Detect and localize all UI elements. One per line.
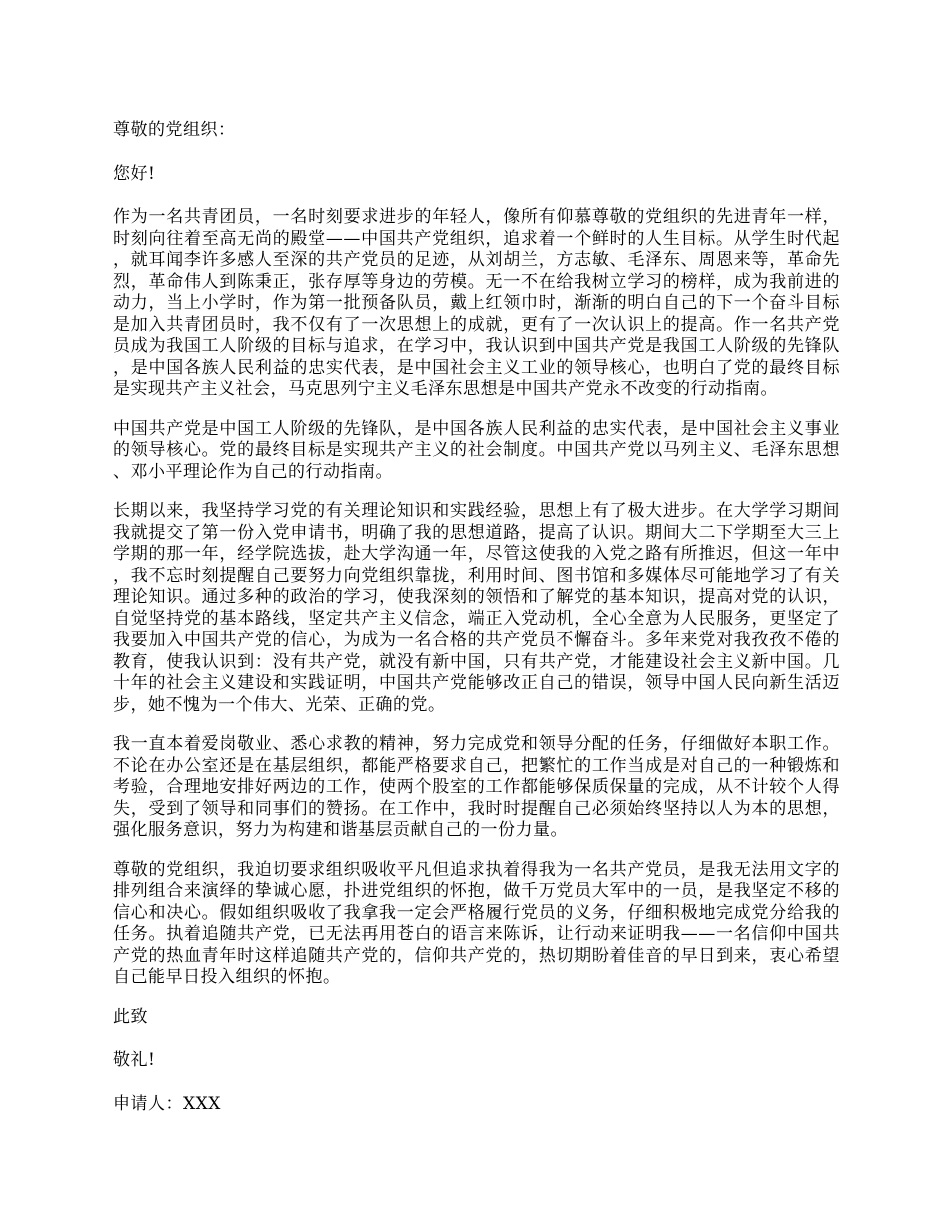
letter-body [113, 120, 840, 1137]
letter-paragraph: 我一直本着爱岗敬业、悉心求教的精神，努力完成党和领导分配的任务，仔细做好本职工作。不论在办公室还是在基层组织，都能严格要求自己，把繁忙的工作当成是对自己的一种锻炼和考验，合理地安排好两边的工作，使两个股室的工作都能够保质保量的完成，从不计较个人得失，受到了领导和同事们的赞扬。在工作中，我时时提醒自己必须始终坚持以人为本的思想，强化服务意识，努力为构建和谐基层贡献自己的一份力量。 [113, 734, 840, 840]
letter-paragraph: 中国共产党是中国工人阶级的先锋队，是中国各族人民利益的忠实代表，是中国社会主义事业的领导核心。党的最终目标是实现共产主义的社会制度。中国共产党以马列主义、毛泽东思想、邓小平理论作为自己的行动指南。 [113, 418, 840, 482]
letter-signature: 申请人：XXX [113, 1093, 221, 1114]
letter-closing-respectfully: 此致 [113, 1006, 148, 1027]
letter-paragraph: 长期以来，我坚持学习党的有关理论知识和实践经验，思想上有了极大进步。在大学学习期间我就提交了第一份入党申请书，明确了我的思想道路，提高了认识。期间大二下学期至大三上学期的那一年，经学院选拔，赴大学沟通一年，尽管这使我的入党之路有所推迟，但这一年中，我不忘时刻提醒自己要努力向党组织靠拢，利用时间、图书馆和多媒体尽可能地学习了有关理论知识。通过多种的政治的学习，使我深刻的领悟和了解党的基本知识，提高对党的认识，自觉坚持党的基本路线，坚定共产主义信念，端正入党动机，全心全意为人民服务，更坚定了我要加入中国共产党的信心，为成为一名合格的共产党员不懈奋斗。多年来党对我孜孜不倦的教育，使我认识到：没有共产党，就没有新中国，只有共产党，才能建设社会主义新中国。几十年的社会主义建设和实践证明，中国共产党能够改正自己的错误，领导中国人民向新生活迈步，她不愧为一个伟大、光荣、正确的党。 [113, 501, 840, 715]
letter-closing-salute: 敬礼! [113, 1050, 156, 1070]
letter-paragraph: 尊敬的党组织，我迫切要求组织吸收平凡但追求执着得我为一名共产党员，是我无法用文字的排列组合来演绎的挚诚心愿，扑进党组织的怀抱，做千万党员大军中的一员，是我坚定不移的信心和决心。假如组织吸收了我拿我一定会严格履行党员的义务，仔细积极地完成党分给我的任务。执着追随共产党，已无法再用苍白的语言来陈诉，让行动来证明我——一名信仰中国共产党的热血青年时这样追随共产党的，信仰共产党的，热切期盼着佳音的早日到来，衷心希望自己能早日投入组织的怀抱。 [113, 859, 840, 987]
letter-salutation: 尊敬的党组织： [113, 120, 236, 140]
letter-greeting: 您好! [113, 163, 156, 184]
letter-paragraph: 作为一名共青团员，一名时刻要求进步的年轻人，像所有仰慕尊敬的党组织的先进青年一样，时刻向往着至高无尚的殿堂——中国共产党组织，追求着一个鲜时的人生目标。从学生时代起，就耳闻李许多感人至深的共产党员的足迹，从刘胡兰，方志敏、毛泽东、周恩来等，革命先烈，革命伟人到陈秉正，张存厚等身边的劳模。无一不在给我树立学习的榜样，成为我前进的动力，当上小学时，作为第一批预备队员，戴上红领巾时，渐渐的明白自己的下一个奋斗目标是加入共青团员时，我不仅有了一次思想上的成就，更有了一次认识上的提高。作一名共产党员成为我国工人阶级的目标与追求，在学习中，我认识到中国共产党是我国工人阶级的先锋队，是中国各族人民利益的忠实代表，是中国社会主义工业的领导核心，也明白了党的最终目标是实现共产主义社会，马克思列宁主义毛泽东思想是中国共产党永不改变的行动指南。 [113, 207, 840, 399]
